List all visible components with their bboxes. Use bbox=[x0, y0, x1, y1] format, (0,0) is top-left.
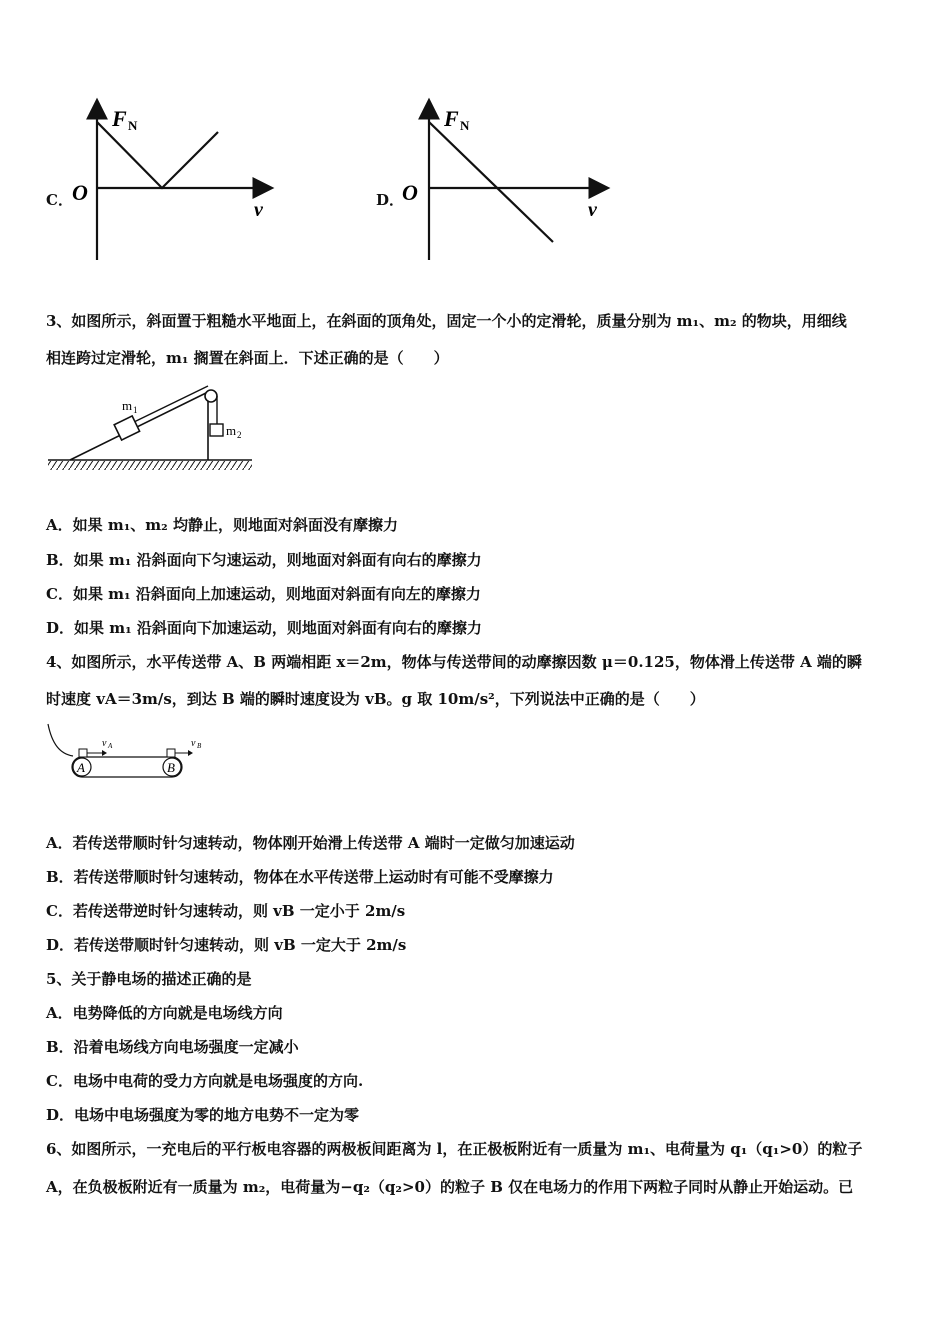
q6-stem-line1: 6、如图所示，一充电后的平行板电容器的两极板间距离为 l，在正极板附近有一质量为 m₁、电荷量为 q₁（q₁>0）的粒子 bbox=[46, 1140, 863, 1158]
graph-d bbox=[402, 90, 620, 270]
va-label: v bbox=[102, 738, 107, 749]
velocity-b-arrowhead bbox=[188, 750, 193, 756]
vb-label: v bbox=[191, 738, 196, 749]
q3-stem-line1: 3、如图所示，斜面置于粗糙水平地面上，在斜面的顶角处，固定一个小的定滑轮，质量分别为 m₁、m₂ 的物块，用细线 bbox=[46, 312, 847, 330]
q4-option-b: B．若传送带顺时针匀速转动，物体在水平传送带上运动时有可能不受摩擦力 bbox=[46, 868, 554, 886]
y-axis-label: F bbox=[112, 106, 127, 131]
incline-slope bbox=[70, 392, 208, 460]
q3-option-b: B．如果 m₁ 沿斜面向下匀速运动，则地面对斜面有向右的摩擦力 bbox=[46, 551, 482, 569]
velocity-a-arrowhead bbox=[102, 750, 107, 756]
block-at-a bbox=[79, 749, 87, 757]
q5-option-b: B．沿着电场线方向电场强度一定减小 bbox=[46, 1038, 299, 1056]
m2-label: m bbox=[226, 423, 237, 438]
x-axis-label: v bbox=[588, 199, 597, 221]
q4-stem-line2: 时速度 vA＝3m/s，到达 B 端的瞬时速度设为 vB。g 取 10m/s²，下列说法中正确的是（ ） bbox=[46, 690, 705, 708]
block-m2 bbox=[210, 424, 223, 436]
vb-subscript: B bbox=[197, 742, 202, 750]
q6-stem-line2: A，在负极板附近有一质量为 m₂，电荷量为−q₂（q₂>0）的粒子 B 仅在电场力的作用下两粒子同时从静止开始运动。已 bbox=[46, 1178, 854, 1196]
q4-option-a: A．若传送带顺时针匀速转动，物体刚开始滑上传送带 A 端时一定做匀加速运动 bbox=[46, 834, 575, 852]
y-axis-subscript: N bbox=[128, 118, 138, 133]
m1-label: m bbox=[122, 398, 133, 413]
q5-option-d: D．电场中电场强度为零的地方电势不一定为零 bbox=[46, 1106, 360, 1124]
q5-stem: 5、关于静电场的描述正确的是 bbox=[46, 970, 252, 988]
q3-option-a: A．如果 m₁、m₂ 均静止，则地面对斜面没有摩擦力 bbox=[46, 516, 398, 534]
m2-subscript: 2 bbox=[237, 430, 242, 440]
origin-label: O bbox=[402, 180, 418, 205]
origin-label: O bbox=[72, 180, 88, 205]
fn-line bbox=[429, 122, 553, 242]
pulley bbox=[205, 390, 217, 402]
ground-hatch bbox=[48, 461, 252, 470]
q3-stem-line2: 相连跨过定滑轮，m₁ 搁置在斜面上．下述正确的是（ ） bbox=[46, 349, 449, 367]
ramp-curve bbox=[48, 724, 73, 756]
y-axis-label: F bbox=[444, 106, 459, 131]
q5-option-c: C．电场中电荷的受力方向就是电场强度的方向. bbox=[46, 1072, 364, 1090]
x-axis-label: v bbox=[254, 199, 263, 221]
option-d-label: D． bbox=[376, 191, 405, 209]
graph-c bbox=[72, 90, 280, 270]
q3-incline-figure bbox=[40, 378, 260, 473]
roller-a-label: A bbox=[77, 760, 85, 775]
va-subscript: A bbox=[108, 742, 113, 750]
m1-subscript: 1 bbox=[133, 405, 138, 415]
roller-b-label: B bbox=[167, 760, 175, 775]
q5-option-a: A．电势降低的方向就是电场线方向 bbox=[46, 1004, 283, 1022]
y-axis-subscript: N bbox=[460, 118, 470, 133]
string-incline bbox=[134, 386, 208, 422]
q3-option-d: D．如果 m₁ 沿斜面向下加速运动，则地面对斜面有向右的摩擦力 bbox=[46, 619, 482, 637]
q4-option-d: D．若传送带顺时针匀速转动，则 vB 一定大于 2m/s bbox=[46, 936, 407, 954]
q3-option-c: C．如果 m₁ 沿斜面向上加速运动，则地面对斜面有向左的摩擦力 bbox=[46, 585, 481, 603]
fn-curve bbox=[97, 122, 218, 188]
option-c-label: C． bbox=[46, 191, 73, 209]
q4-option-c: C．若传送带逆时针匀速转动，则 vB 一定小于 2m/s bbox=[46, 902, 406, 920]
block-at-b bbox=[167, 749, 175, 757]
q4-stem-line1: 4、如图所示，水平传送带 A、B 两端相距 x＝2m，物体与传送带间的动摩擦因数 μ＝0.125，物体滑上传送带 A 端的瞬 bbox=[46, 653, 862, 671]
q4-conveyor-figure bbox=[40, 720, 220, 782]
